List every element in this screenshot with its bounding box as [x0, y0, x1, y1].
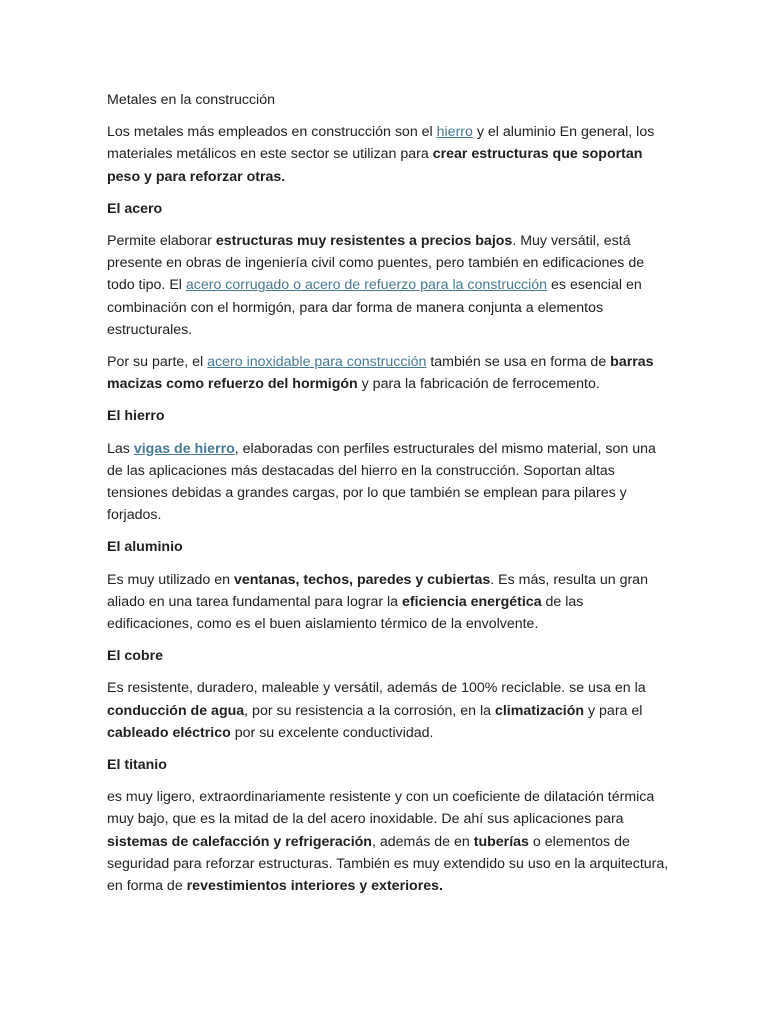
cobre-paragraph	[107, 677, 669, 744]
titanio-text-3: o elementos de seguridad para reforzar estructuras. También es muy extendido su uso en la arquitectura, en forma de	[107, 833, 669, 895]
link-acero-corrugado[interactable]: acero corrugado o acero de refuerzo para la construcción	[185, 277, 548, 294]
acero-p1-text-1: Permite elaborar	[107, 233, 216, 250]
document-page	[107, 89, 669, 907]
titanio-paragraph	[107, 786, 669, 897]
heading-cobre: El cobre	[107, 648, 163, 665]
titanio-text-1: es muy ligero, extraordinariamente resistente y con un coeficiente de dilatación térmica muy bajo, que es la mitad de la del acero inoxidable. De ahí sus aplicaciones para	[107, 789, 655, 828]
aluminio-text-2: . Es más, resulta un gran aliado en una tarea fundamental para lograr la	[107, 571, 648, 610]
cobre-text-2: , por su resistencia a la corrosión, en la	[244, 702, 495, 719]
heading-titanio: El titanio	[107, 757, 167, 774]
intro-bold-1: crear estructuras que soportan peso y para reforzar otras.	[107, 146, 643, 185]
titanio-text-2: , además de en	[371, 833, 474, 850]
aluminio-paragraph	[107, 569, 669, 636]
acero-p2-text-3: y para la fabricación de ferrocemento.	[357, 376, 600, 393]
hierro-paragraph	[107, 438, 669, 527]
acero-p2-text-1: Por su parte, el	[107, 354, 208, 371]
acero-p2-text-2: también se usa en forma de	[426, 354, 611, 371]
link-hierro[interactable]: hierro	[436, 124, 473, 141]
acero-p2-bold-1: barras macizas como refuerzo del hormigón	[107, 354, 654, 393]
aluminio-bold-1: ventanas, techos, paredes y cubiertas	[233, 571, 491, 588]
link-vigas-de-hierro[interactable]: vigas de hierro	[133, 440, 235, 457]
acero-p1-text-2: . Muy versátil, está presente en obras de ingeniería civil como puentes, pero también en edificaciones de todo tipo. El	[107, 233, 645, 294]
heading-aluminio: El aluminio	[107, 539, 183, 556]
cobre-bold-1: conducción de agua	[107, 702, 245, 719]
titanio-bold-1: sistemas de calefacción y refrigeración	[107, 833, 372, 850]
cobre-text-1: Es resistente, duradero, maleable y versátil, además de 100% reciclable. se usa en la	[107, 680, 646, 697]
acero-paragraph-2	[107, 351, 669, 395]
aluminio-text-1: Es muy utilizado en	[107, 571, 234, 588]
acero-p1-text-3: es esencial en combinación con el hormigón, para dar forma de manera conjunta a elementos estructurales.	[107, 277, 642, 338]
document-title: Metales en la construcción	[107, 92, 275, 108]
heading-hierro: El hierro	[107, 408, 165, 425]
intro-paragraph	[107, 121, 669, 188]
cobre-bold-2: climatización	[494, 702, 585, 719]
acero-paragraph-1	[107, 230, 669, 341]
acero-p1-bold-1: estructuras muy resistentes a precios bajos	[215, 233, 513, 250]
link-acero-inoxidable[interactable]: acero inoxidable para construcción	[207, 354, 427, 371]
cobre-bold-3: cableado eléctrico	[107, 724, 231, 741]
intro-text-1: Los metales más empleados en construcción son el	[107, 124, 437, 141]
aluminio-bold-2: eficiencia energética	[402, 593, 542, 610]
titanio-bold-3: revestimientos interiores y exteriores.	[186, 878, 443, 895]
hierro-text-1: Las	[107, 440, 134, 457]
intro-text-2: y el aluminio En general, los materiales metálicos en este sector se utilizan para	[107, 124, 655, 163]
hierro-text-2: , elaboradas con perfiles estructurales del mismo material, son una de las aplicaciones más destacadas del hierro en la construcción. Soportan altas tensiones debidas a grandes cargas, por lo que también se emplean para pilares y forjados.	[107, 440, 656, 524]
heading-acero: El acero	[107, 200, 163, 217]
cobre-text-4: por su excelente conductividad.	[230, 724, 434, 741]
cobre-text-3: y para el	[584, 702, 643, 719]
aluminio-text-3: de las edificaciones, como es el buen aislamiento térmico de la envolvente.	[107, 593, 584, 633]
titanio-bold-2: tuberías	[473, 833, 529, 850]
